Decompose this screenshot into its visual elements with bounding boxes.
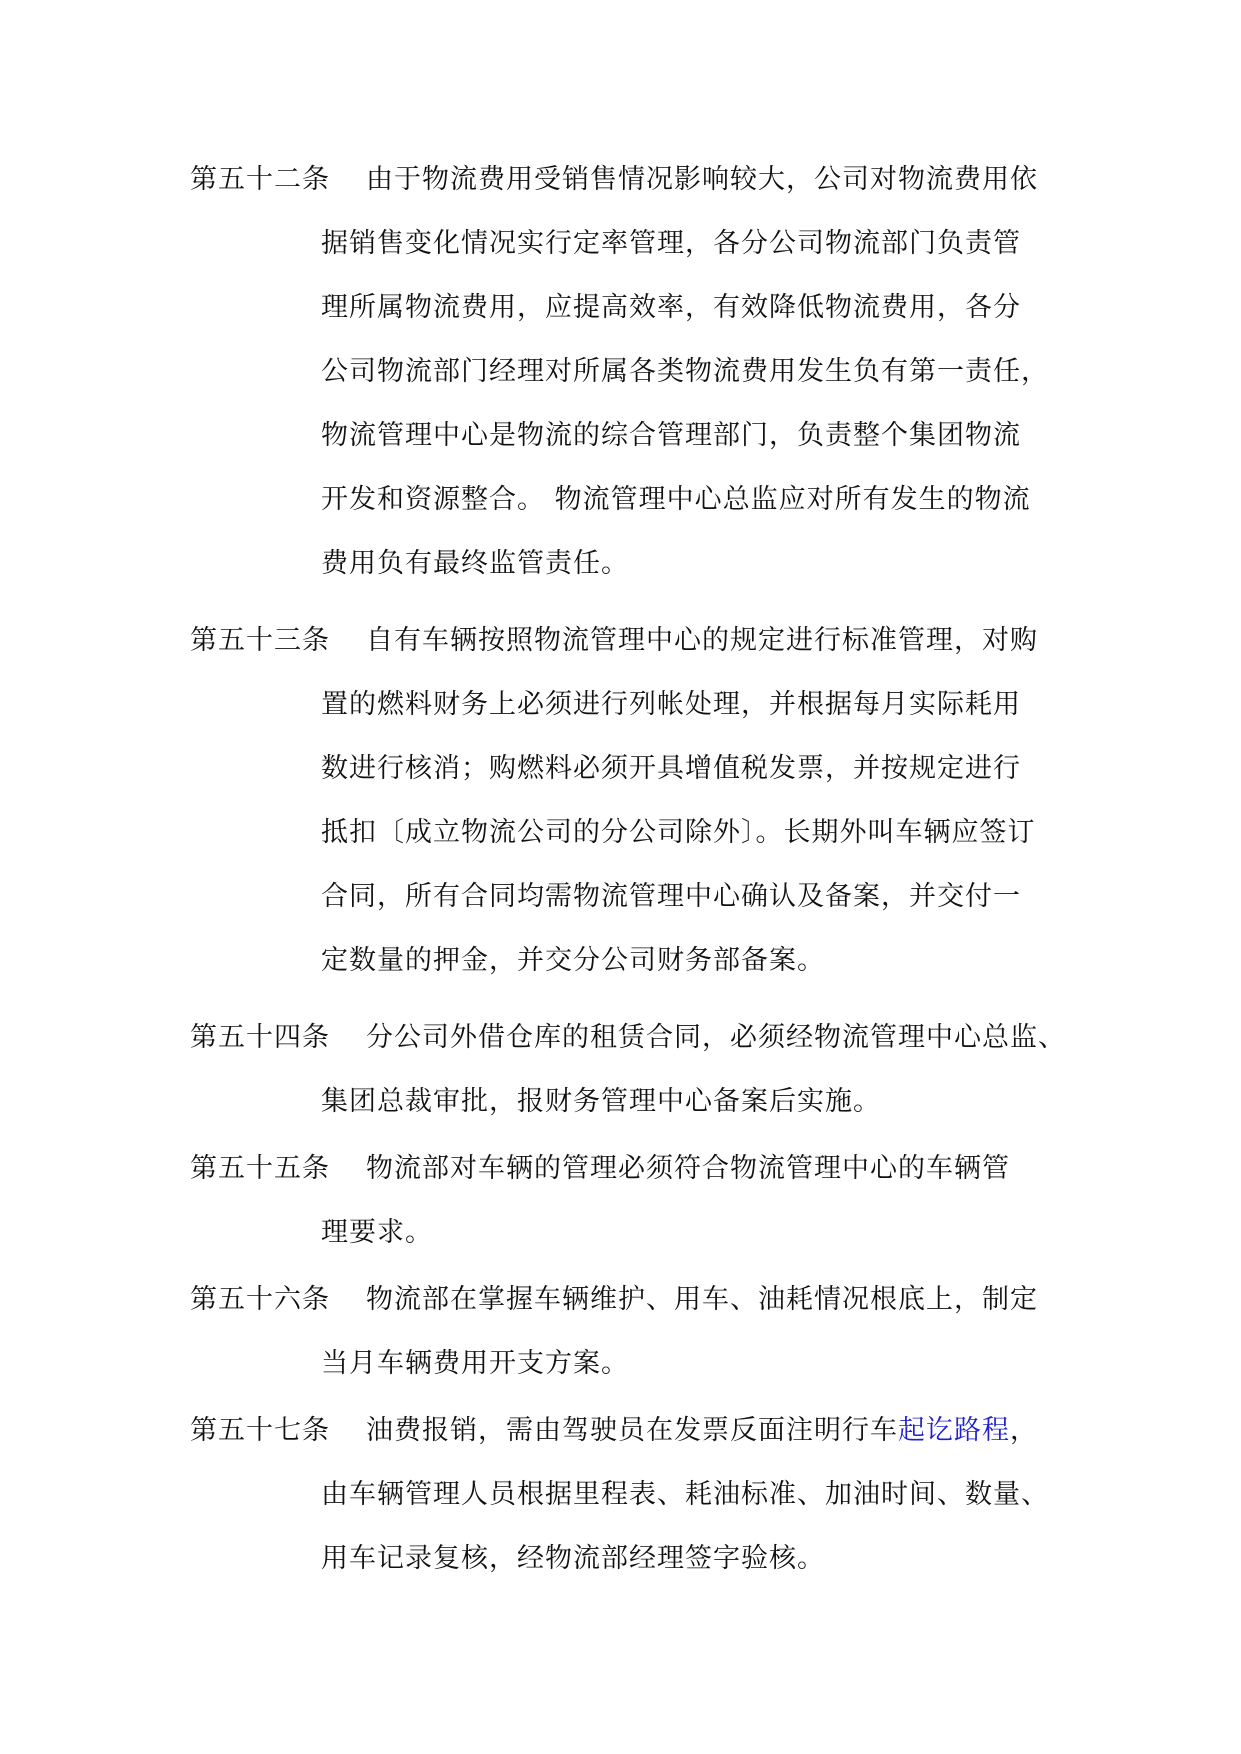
line-text: ， (1010, 1415, 1038, 1446)
article-line: 公司物流部门经理对所属各类物流费用发生负有第一责任， (321, 356, 1049, 387)
article-number: 第五十五条 (190, 1153, 330, 1184)
article-number: 第五十二条 (190, 164, 330, 195)
article-line: 物流管理中心是物流的综合管理部门，负责整个集团物流 (321, 420, 1021, 451)
line-text: 油费报销，需由驾驶员在发票反面注明行车 (366, 1415, 898, 1446)
article-line (366, 1399, 1038, 1463)
article-line: 物流部对车辆的管理必须符合物流管理中心的车辆管 (366, 1153, 1010, 1184)
article-line: 合同，所有合同均需物流管理中心确认及备案，并交付一 (321, 881, 1021, 912)
article-line: 当月车辆费用开支方案。 (321, 1348, 629, 1379)
article-line: 集团总裁审批，报财务管理中心备案后实施。 (321, 1086, 881, 1117)
article-line: 抵扣〔成立物流公司的分公司除外〕。长期外叫车辆应签订 (321, 817, 1036, 848)
article-line: 开发和资源整合。 物流管理中心总监应对所有发生的物流 (321, 484, 1031, 515)
article-line: 理所属物流费用，应提高效率，有效降低物流费用，各分 (321, 292, 1021, 323)
article-number: 第五十七条 (190, 1415, 330, 1446)
article-line: 物流部在掌握车辆维护、用车、油耗情况根底上，制定 (366, 1284, 1038, 1315)
article-line: 由车辆管理人员根据里程表、耗油标准、加油时间、数量、 (321, 1479, 1049, 1510)
article-line: 定数量的押金，并交分公司财务部备案。 (321, 945, 825, 976)
article-line: 用车记录复核，经物流部经理签字验核。 (321, 1543, 825, 1574)
article-line: 理要求。 (321, 1217, 433, 1248)
article-number: 第五十四条 (190, 1022, 330, 1053)
article-line: 分公司外借仓库的租赁合同，必须经物流管理中心总监、 (366, 1022, 1066, 1053)
article-line: 据销售变化情况实行定率管理，各分公司物流部门负责管 (321, 228, 1021, 259)
route-link[interactable]: 起讫路程 (898, 1415, 1010, 1446)
article-line: 自有车辆按照物流管理中心的规定进行标准管理，对购 (366, 625, 1038, 656)
article-line: 费用负有最终监管责任。 (321, 548, 629, 579)
article-line: 由于物流费用受销售情况影响较大，公司对物流费用依 (366, 164, 1038, 195)
article-line: 置的燃料财务上必须进行列帐处理，并根据每月实际耗用 (321, 689, 1021, 720)
article-line: 数进行核消；购燃料必须开具增值税发票，并按规定进行 (321, 753, 1021, 784)
article-number: 第五十六条 (190, 1284, 330, 1315)
article-number: 第五十三条 (190, 625, 330, 656)
